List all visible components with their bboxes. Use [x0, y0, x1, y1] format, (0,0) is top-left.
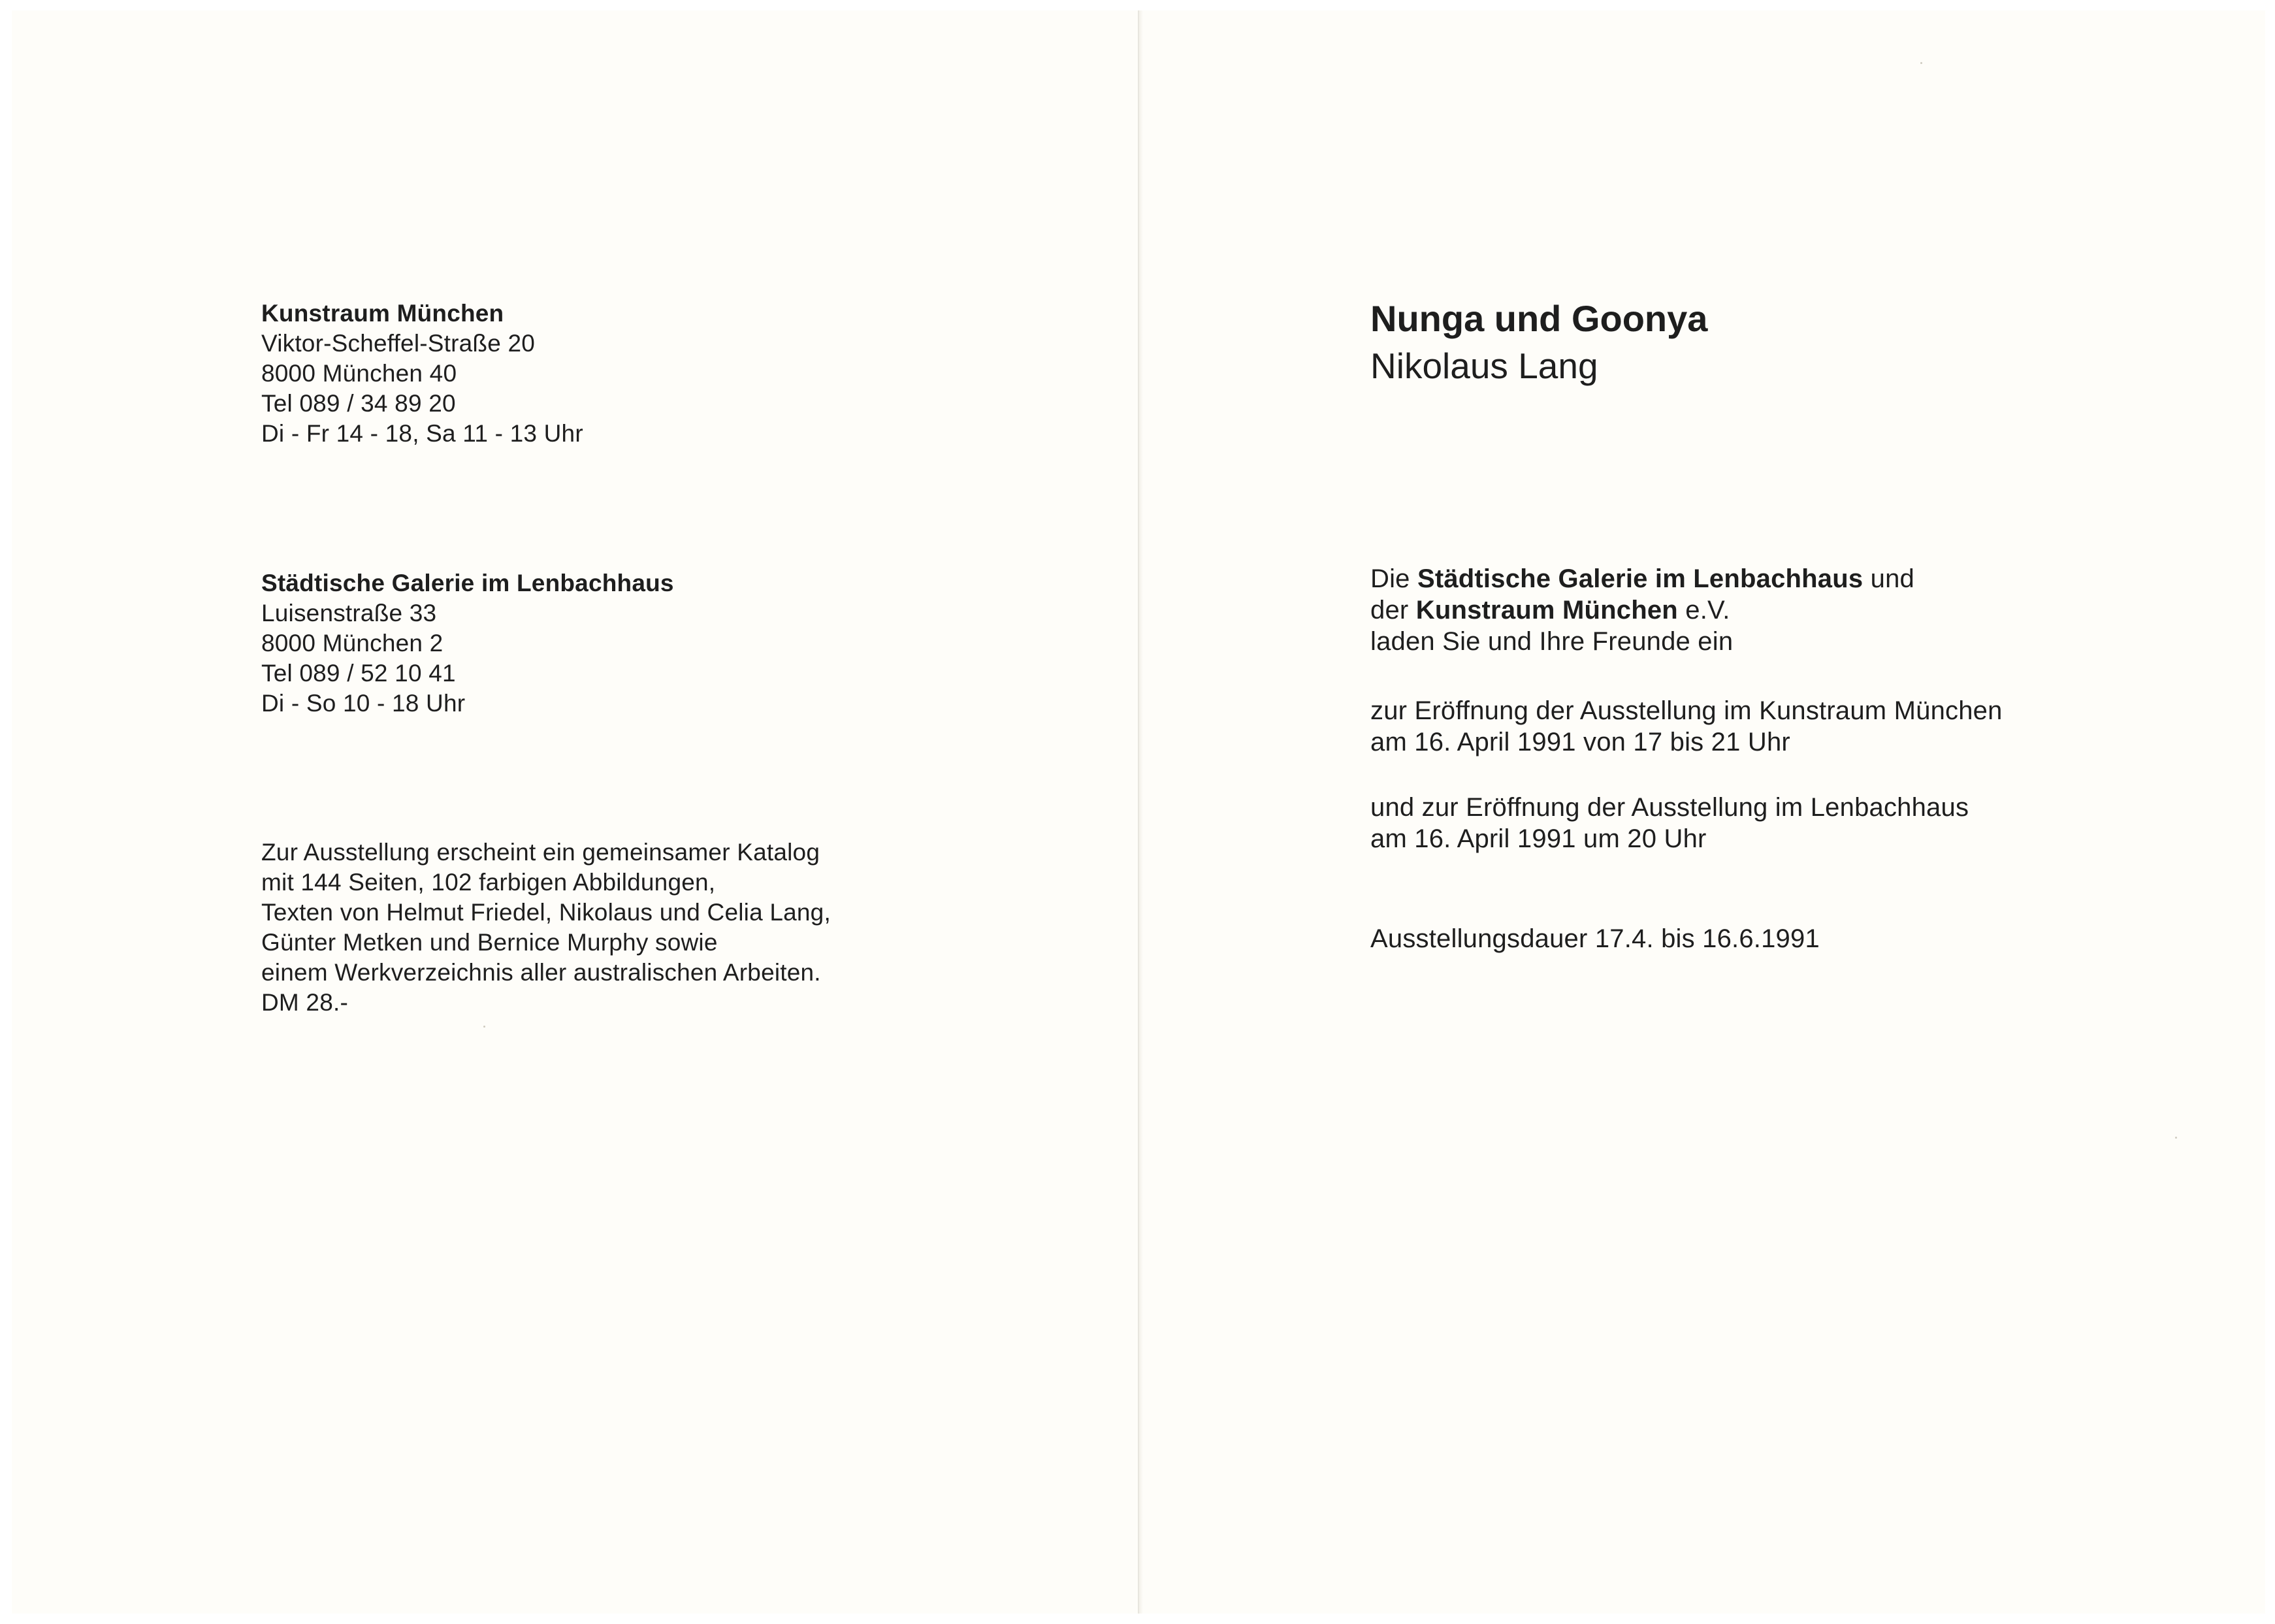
lenbachhaus-city: 8000 München 2 — [261, 630, 444, 657]
invitation-block — [1370, 563, 1914, 657]
exhibition-title: Nunga und Goonya — [1370, 298, 1708, 339]
invitation-line-3: laden Sie und Ihre Freunde ein — [1370, 627, 1734, 656]
opening-lenbachhaus-line-1: und zur Eröffnung der Ausstellung im Lenbachhaus — [1370, 793, 1969, 822]
kunstraum-name: Kunstraum München — [261, 300, 504, 327]
opening-kunstraum-date: am 16. April 1991 von 17 bis 21 Uhr — [1370, 728, 1790, 756]
lenbachhaus-address-block — [261, 568, 674, 719]
lenbachhaus-street: Luisenstraße 33 — [261, 600, 437, 626]
kunstraum-address-block — [261, 299, 583, 449]
invitation-text: und — [1863, 564, 1914, 593]
invitation-text: der — [1370, 596, 1416, 625]
kunstraum-street: Viktor-Scheffel-Straße 20 — [261, 330, 536, 357]
invitation-text: Die — [1370, 564, 1417, 593]
opening-lenbachhaus-date: am 16. April 1991 um 20 Uhr — [1370, 824, 1707, 853]
catalog-line: einem Werkverzeichnis aller australischen Arbeiten. — [261, 959, 821, 986]
lenbachhaus-phone: Tel 089 / 52 10 41 — [261, 660, 456, 687]
invitation-line-1 — [1370, 563, 1914, 594]
catalog-line: Zur Ausstellung erscheint ein gemeinsamer Katalog — [261, 839, 820, 866]
catalog-line: Texten von Helmut Friedel, Nikolaus und Celia Lang, — [261, 899, 831, 926]
exhibition-duration — [1370, 923, 1820, 954]
catalog-line: Günter Metken und Bernice Murphy sowie — [261, 929, 718, 956]
center-fold-shadow — [1139, 10, 1143, 1614]
invitation-text: e.V. — [1677, 596, 1730, 625]
kunstraum-inline-name: Kunstraum München — [1415, 596, 1678, 625]
duration-text: Ausstellungsdauer 17.4. bis 16.6.1991 — [1370, 924, 1820, 953]
kunstraum-hours: Di - Fr 14 - 18, Sa 11 - 13 Uhr — [261, 420, 583, 447]
paper-speck — [483, 1026, 485, 1028]
paper-speck — [1920, 62, 1922, 64]
kunstraum-phone: Tel 089 / 34 89 20 — [261, 390, 456, 417]
lenbachhaus-name: Städtische Galerie im Lenbachhaus — [261, 570, 674, 596]
catalog-note-block — [261, 837, 831, 1018]
artist-name: Nikolaus Lang — [1370, 346, 1598, 386]
paper-speck — [2175, 1137, 2177, 1139]
opening-kunstraum-line-1: zur Eröffnung der Ausstellung im Kunstraum München — [1370, 696, 2003, 725]
opening-kunstraum-block — [1370, 695, 2003, 758]
catalog-price: DM 28.- — [261, 989, 348, 1016]
lenbachhaus-hours: Di - So 10 - 18 Uhr — [261, 690, 466, 717]
lenbachhaus-inline-name: Städtische Galerie im Lenbachhaus — [1417, 564, 1864, 593]
kunstraum-city: 8000 München 40 — [261, 360, 457, 387]
invitation-line-2 — [1370, 594, 1914, 626]
opening-lenbachhaus-block — [1370, 792, 1969, 854]
catalog-line: mit 144 Seiten, 102 farbigen Abbildungen, — [261, 869, 716, 896]
